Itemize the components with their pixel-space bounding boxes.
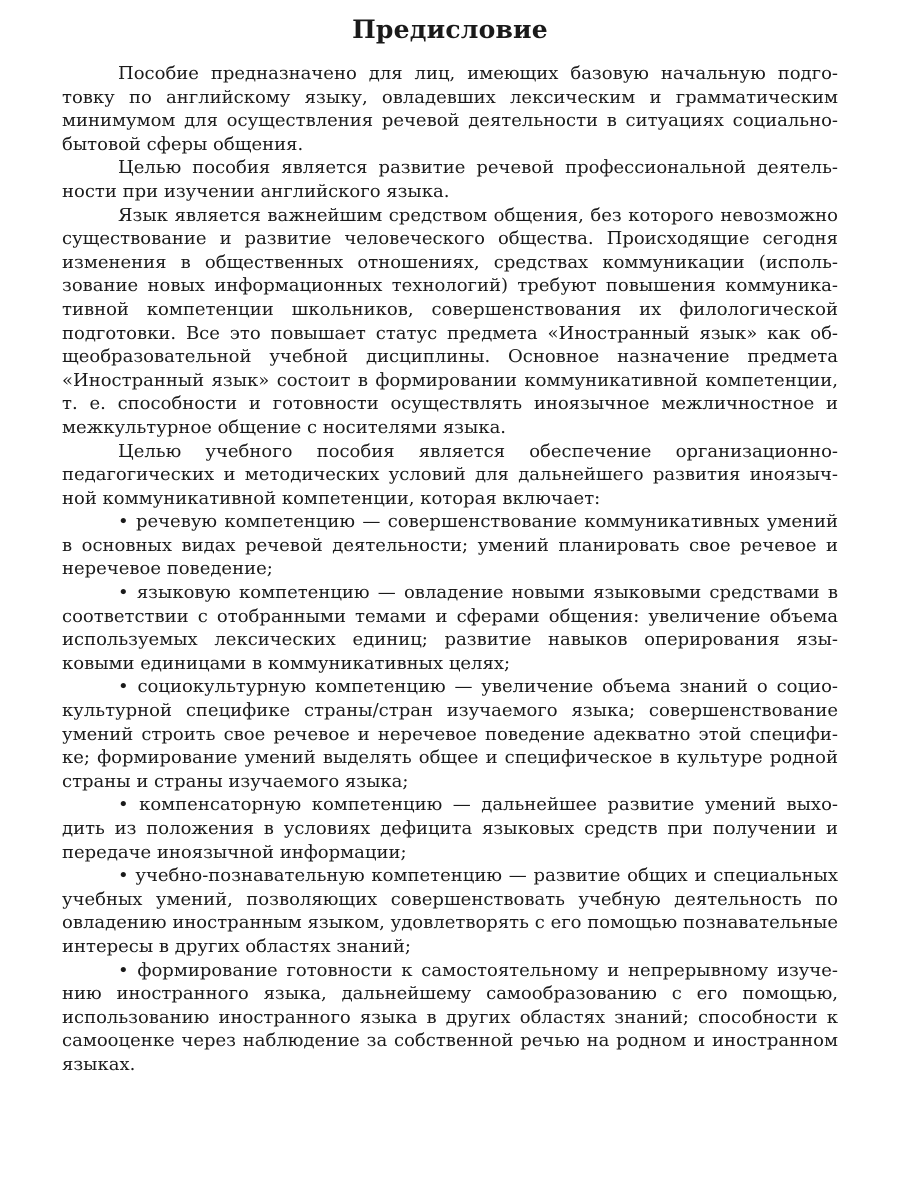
bullet-speech-competence: • речевую компетенцию — совершенствование коммуникативных умений в основных видах речевой деятельности; умений планировать свое речевое и неречевое поведение; [62, 511, 838, 580]
bullet-language-competence: • языковую компетенцию — овладение новыми языковыми средствами в соответствии с отобранными темами и сферами общения: увеличение объема используемых лексических единиц; развитие навыков оперирования языковыми единицами в коммуникативных целях; [62, 582, 838, 674]
document-page [62, 14, 838, 1077]
bullet-learning-competence: • учебно-познавательную компетенцию — развитие общих и специальных учебных умений, позволяющих совершенствовать учебную деятельность по овладению иностранным языком, удовлетворять с его помощью познавательные интересы в других областях знаний; [62, 865, 838, 957]
paragraph-3: Язык является важнейшим средством общения, без которого невозможно существование и развитие человеческого общества. Происходящие сегодня изменения в общественных отношениях, средствах коммуникации (использование новых информационных технологий) требуют повышения коммуникативной компетенции школьников, совершенствования их филологической подготовки. Все это повышает статус предмета «Иностранный язык» как общеобразовательной учебной дисциплины. Основное назначение предмета «Иностранный язык» состоит в формировании коммуникативной компетенции, т. е. способности и готовности осуществлять иноязычное межличностное и межкультурное общение с носителями языка. [62, 204, 838, 438]
paragraph-4: Целью учебного пособия является обеспечение организационно-педагогических и методических условий для дальнейшего развития иноязычной коммуникативной компетенции, которая включает: [62, 440, 838, 509]
paragraph-1: Пособие предназначено для лиц, имеющих базовую начальную подготовку по английскому языку, овладевших лексическим и грамматическим минимумом для осуществления речевой деятельности в ситуациях социально-бытовой сферы общения. [62, 63, 838, 155]
bullet-self-study-readiness: • формирование готовности к самостоятельному и непрерывному изучению иностранного языка, дальнейшему самообразованию с его помощью, использованию иностранного языка в других областях знаний; способности к самооценке через наблюдение за собственной речью на родном и иностранном языках. [62, 959, 838, 1075]
page-title: Предисловие [352, 15, 548, 44]
bullet-compensatory-competence: • компенсаторную компетенцию — дальнейшее развитие умений выходить из положения в условиях дефицита языковых средств при получении и передаче иноязычной информации; [62, 794, 838, 863]
bullet-sociocultural-competence: • социокультурную компетенцию — увеличение объема знаний о социокультурной специфике страны/стран изучаемого языка; совершенствование умений строить свое речевое и неречевое поведение адекватно этой специфике; формирование умений выделять общее и специфическое в культуре родной страны и страны изучаемого языка; [62, 676, 838, 792]
paragraph-2: Целью пособия является развитие речевой профессиональной деятельности при изучении английского языка. [62, 157, 838, 202]
